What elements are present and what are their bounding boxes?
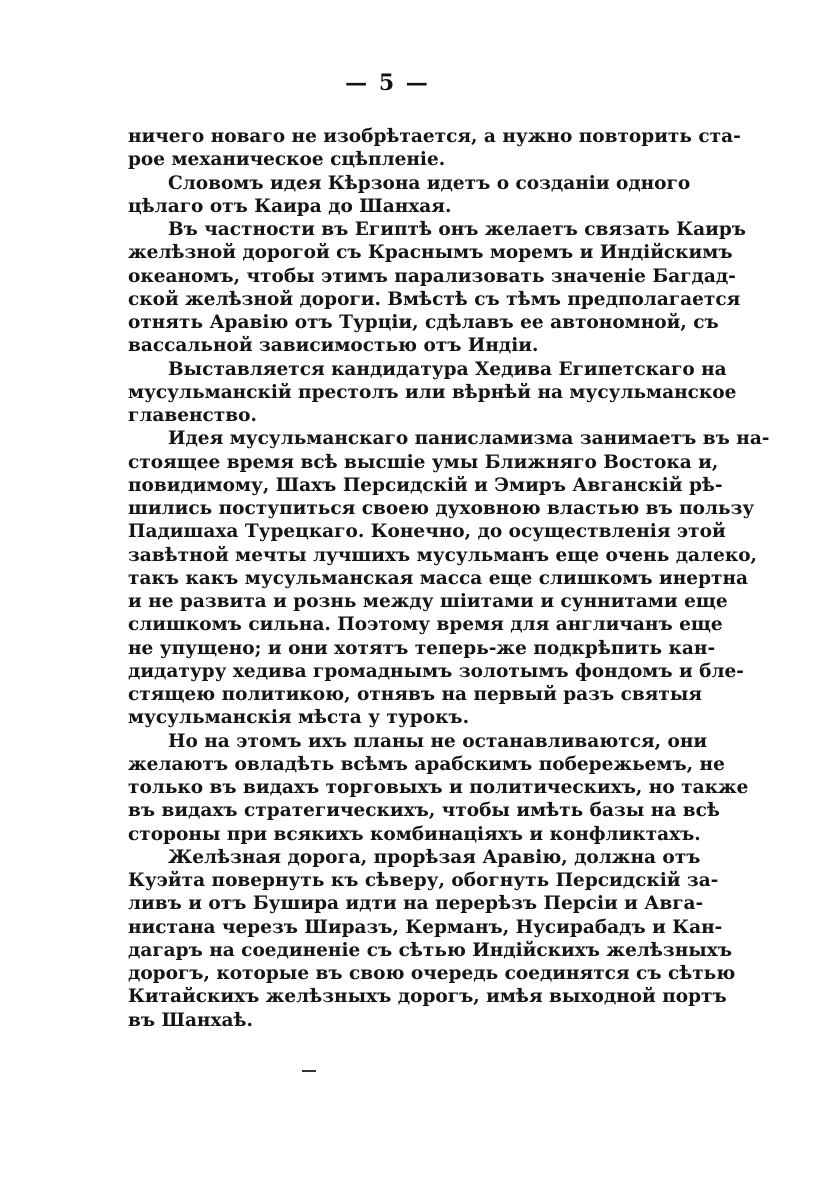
text-line: стоящее время всѣ высшіе умы Ближняго Востока и,: [128, 451, 719, 473]
text-line: ливъ и отъ Бушира идти на перерѣзъ Персіи и Авга-: [128, 893, 704, 915]
text-line: вассальной зависимостью отъ Индіи.: [128, 335, 539, 357]
text-line: Въ частности въ Египтѣ онъ желаетъ связать Каиръ: [168, 219, 746, 240]
text-line: Желѣзная дорога, прорѣзая Аравію, должна отъ: [168, 846, 701, 868]
text-line: отнять Аравію отъ Турціи, сдѣлавъ ее автономной, съ: [128, 312, 719, 333]
scan-artifact-mark: [302, 1070, 316, 1072]
text-line: слишкомъ сильна. Поэтому время для англичанъ еще: [128, 614, 723, 636]
text-line: Куэйта повернуть къ сѣверу, обогнуть Персидскій за-: [128, 870, 719, 891]
page-number: — 5 —: [345, 70, 430, 96]
text-line: дагаръ на соединеніе съ сѣтью Индійскихъ желѣзныхъ: [128, 939, 733, 961]
text-line: въ Шанхаѣ.: [128, 1009, 253, 1031]
text-line: дорогъ, которые въ свою очередь соединятся съ сѣтью: [128, 963, 736, 984]
text-line: такъ какъ мусульманская масса еще слишкомъ инертна: [128, 567, 749, 589]
text-line: стороны при всякихъ комбинаціяхъ и конфликтахъ.: [128, 823, 701, 845]
text-line: Но на этомъ ихъ планы не останавливаются, они: [168, 730, 708, 752]
text-line: шились поступиться своею духовною властью въ пользу: [128, 498, 755, 519]
text-line: завѣтной мечты лучшихъ мусульманъ еще очень далеко,: [128, 544, 757, 566]
text-line: желѣзной дорогой съ Краснымъ моремъ и Индійскимъ: [128, 242, 733, 264]
text-line: Словомъ идея Кѣрзона идетъ о созданіи одного: [168, 172, 691, 194]
text-line: Выставляется кандидатура Хедива Египетскаго на: [168, 358, 727, 380]
text-line: рое механическое сцѣпленіе.: [128, 149, 446, 171]
text-line: дидатуру хедива громаднымъ золотымъ фондомъ и бле-: [128, 660, 744, 682]
text-line: нистана черезъ Ширазъ, Керманъ, Нусирабадъ и Кан-: [128, 916, 723, 938]
text-line: въ видахъ стратегическихъ, чтобы имѣть базы на всѣ: [128, 800, 720, 822]
text-line: повидимому, Шахъ Персидскій и Эмиръ Авганскій рѣ-: [128, 474, 723, 496]
text-line: мусульманскія мѣста у турокъ.: [128, 707, 470, 729]
text-line: желаютъ овладѣть всѣмъ арабскимъ побережьемъ, не: [128, 753, 725, 775]
text-line: не упущено; и они хотятъ теперь-же подкрѣпить кан-: [128, 637, 716, 659]
text-line: главенство.: [128, 405, 257, 426]
text-line: цѣлаго отъ Каира до Шанхая.: [128, 195, 452, 217]
text-line: Падишаха Турецкаго. Конечно, до осуществленія этой: [128, 521, 726, 543]
text-line: Идея мусульманскаго панисламизма занимаетъ въ на-: [168, 428, 770, 450]
text-line: ской желѣзной дороги. Вмѣстѣ съ тѣмъ предполагается: [128, 288, 741, 310]
text-line: мусульманскій престолъ или вѣрнѣй на мусульманское: [128, 381, 737, 403]
text-line: стящею политикою, отнявъ на первый разъ святыя: [128, 684, 703, 705]
text-line: и не развита и рознь между шіитами и суннитами еще: [128, 591, 728, 612]
text-line: ничего новаго не изобрѣтается, а нужно повторить ста-: [128, 126, 741, 147]
text-line: океаномъ, чтобы этимъ парализовать значеніе Багдад-: [128, 265, 736, 287]
text-line: Китайскихъ желѣзныхъ дорогъ, имѣя выходной портъ: [128, 986, 727, 1008]
body-text: [128, 125, 770, 1032]
text-line: только въ видахъ торговыхъ и политическихъ, но также: [128, 777, 749, 798]
